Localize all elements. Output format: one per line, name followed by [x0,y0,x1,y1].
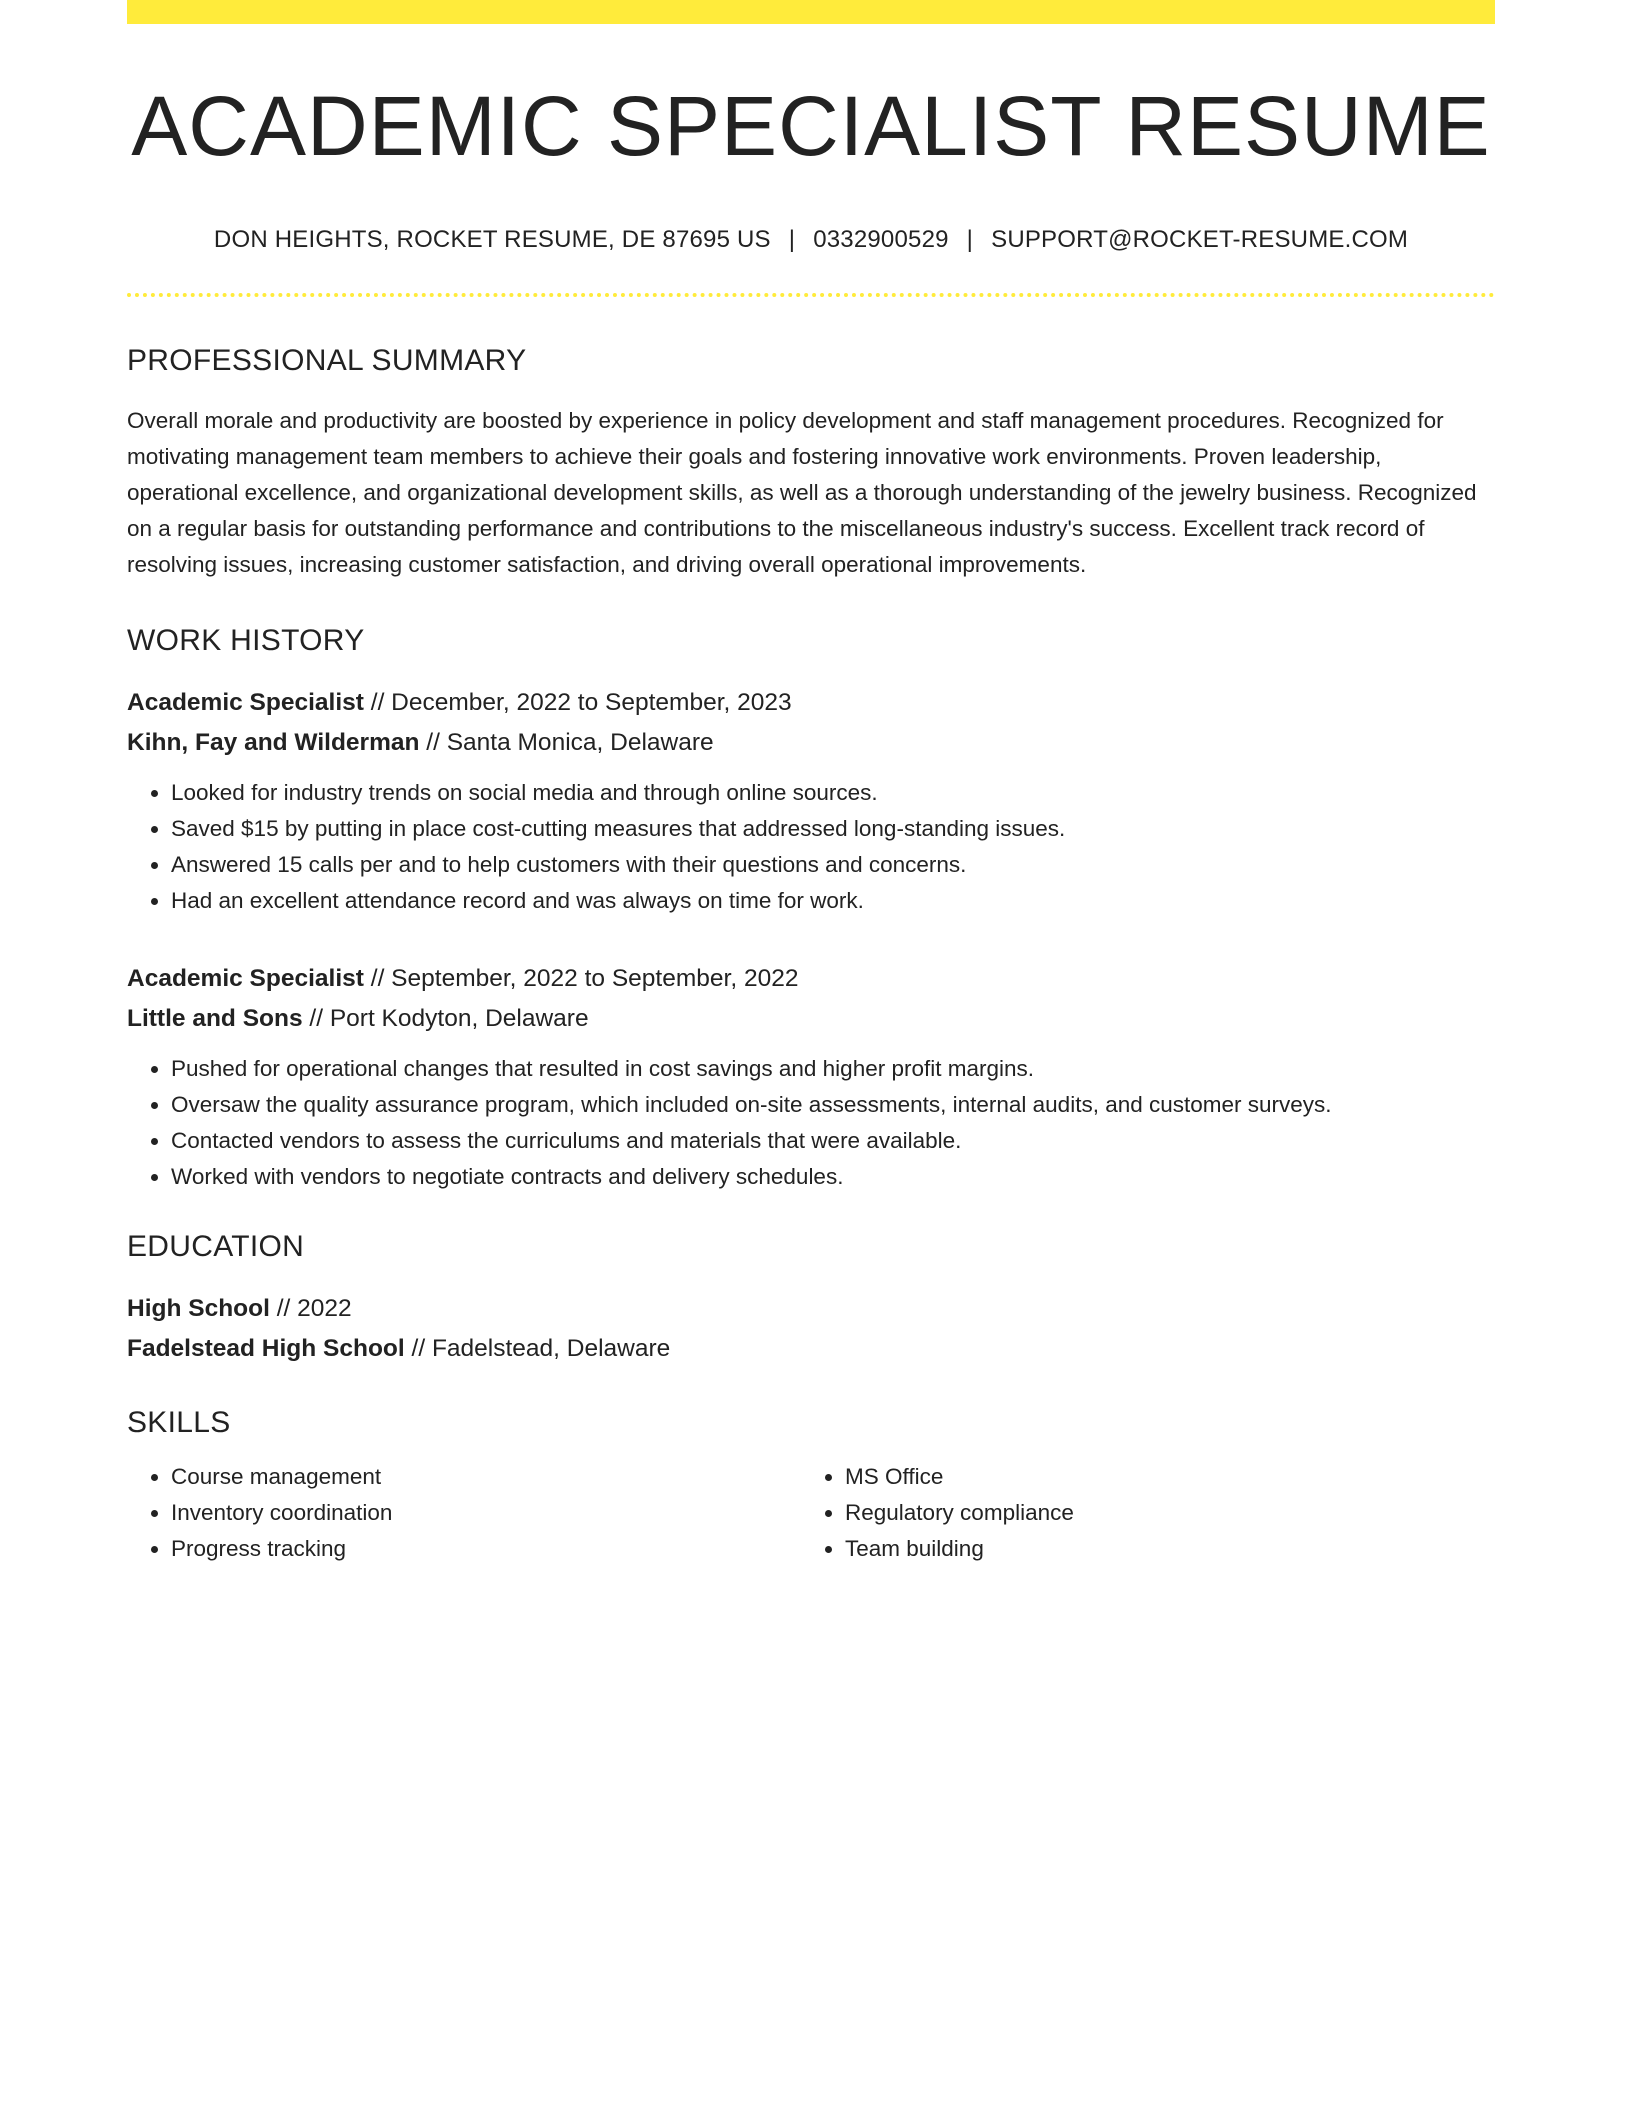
job-bullets [127,775,1495,919]
skill-item: • Progress tracking [171,1531,801,1567]
job-company-line [127,723,1495,763]
summary-heading: PROFESSIONAL SUMMARY [127,344,527,378]
contact-separator: | [788,226,796,254]
job-company-line [127,999,1495,1039]
education-entry [127,1289,1495,1369]
education-degree-line [127,1289,1495,1329]
work-history-heading: WORK HISTORY [127,624,365,658]
contact-email: SUPPORT@ROCKET-RESUME.COM [991,226,1409,254]
job-bullet: • Had an excellent attendance record and was always on time for work. [171,883,1495,919]
skill-item: • MS Office [845,1459,1475,1495]
job-bullet: • Looked for industry trends on social media and through online sources. [171,775,1495,811]
education-school-line [127,1329,1495,1369]
skills-column-left [127,1459,801,1567]
education-degree: High School [127,1295,270,1323]
contact-separator: | [966,226,974,254]
header-divider [127,293,1495,297]
job-bullet: • Worked with vendors to negotiate contracts and delivery schedules. [171,1159,1495,1195]
skill-item: • Team building [845,1531,1475,1567]
top-accent-bar [127,0,1495,24]
education-heading: EDUCATION [127,1230,305,1264]
skills-grid [127,1459,1495,1567]
education-location: // Fadelstead, Delaware [404,1335,671,1363]
job-location: // Santa Monica, Delaware [419,729,714,757]
resume-title: ACADEMIC SPECIALIST RESUME [131,79,1491,173]
job-entry [127,683,1495,919]
contact-line [127,226,1495,255]
job-bullet: • Saved $15 by putting in place cost-cutting measures that addressed long-standing issues. [171,811,1495,847]
job-title: Academic Specialist [127,965,364,993]
education-school: Fadelstead High School [127,1335,405,1363]
skill-item: • Course management [171,1459,801,1495]
job-title: Academic Specialist [127,689,364,717]
summary-text: Overall morale and productivity are boosted by experience in policy development and staff management procedures. Recognized for motivating management team members to achieve their goals and fostering innovative work environments. Proven leadership, operational excellence, and organizational development skills, as well as a thorough understanding of the jewelry business. Recognized on a regular basis for outstanding performance and contributions to the miscellaneous industry's success. Excellent track record of resolving issues, increasing customer satisfaction, and driving overall operational improvements. [127,408,1477,578]
job-bullets [127,1051,1495,1195]
resume-page [127,0,1495,1567]
job-bullet: • Oversaw the quality assurance program, which included on-site assessments, internal audits, and customer surveys. [171,1087,1495,1123]
job-dates: // September, 2022 to September, 2022 [363,965,799,993]
job-dates: // December, 2022 to September, 2023 [363,689,792,717]
job-company: Kihn, Fay and Wilderman [127,729,420,757]
skills-list [127,1459,801,1567]
job-location: // Port Kodyton, Delaware [302,1005,589,1033]
job-bullet: • Pushed for operational changes that resulted in cost savings and higher profit margins. [171,1051,1495,1087]
skills-heading: SKILLS [127,1406,231,1440]
education-year: // 2022 [269,1295,352,1323]
job-title-line [127,959,1495,999]
contact-address: DON HEIGHTS, ROCKET RESUME, DE 87695 US [213,226,771,254]
skills-list [801,1459,1475,1567]
job-bullet: • Answered 15 calls per and to help customers with their questions and concerns. [171,847,1495,883]
skills-column-right [801,1459,1475,1567]
job-entry [127,959,1495,1195]
skill-item: • Regulatory compliance [845,1495,1475,1531]
job-company: Little and Sons [127,1005,303,1033]
job-title-line [127,683,1495,723]
skill-item: • Inventory coordination [171,1495,801,1531]
contact-phone: 0332900529 [813,226,949,254]
job-bullet: • Contacted vendors to assess the curriculums and materials that were available. [171,1123,1495,1159]
